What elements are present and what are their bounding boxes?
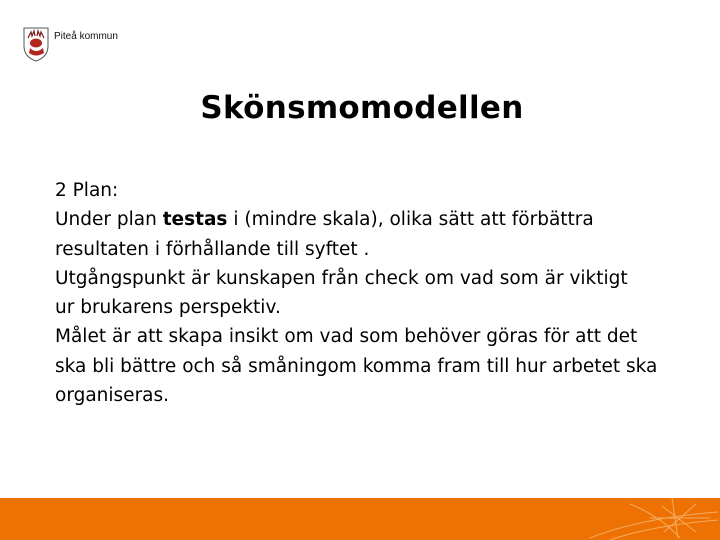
heading-plan: 2 Plan bbox=[55, 180, 113, 201]
emphasis-testas: testas bbox=[162, 209, 228, 231]
municipal-crest-icon bbox=[22, 26, 50, 62]
section-heading bbox=[55, 176, 705, 205]
heading-colon: : bbox=[112, 180, 119, 201]
logo-text: Piteå kommun bbox=[54, 31, 118, 42]
slide-title: Skönsmomodellen bbox=[200, 90, 524, 126]
body-line-7: organiseras. bbox=[55, 385, 170, 407]
body-line-5: Målet är att skapa insikt om vad som behöver göras för att det bbox=[55, 326, 638, 348]
body-line-1: Under plan testas i (mindre skala), olika sätt att förbättra bbox=[55, 209, 594, 231]
sparkle-lines-icon bbox=[580, 498, 720, 540]
slide-body bbox=[55, 176, 705, 410]
body-line-2: resultaten i förhållande till syftet . bbox=[55, 238, 370, 260]
body-line-3: Utgångspunkt är kunskapen från check om vad som är viktigt bbox=[55, 267, 628, 289]
piteå-logo bbox=[22, 26, 118, 64]
footer-bar bbox=[0, 498, 720, 540]
body-line-6: ska bli bättre och så småningom komma fram till hur arbetet ska bbox=[55, 355, 658, 377]
body-line-4: ur brukarens perspektiv. bbox=[55, 297, 281, 319]
